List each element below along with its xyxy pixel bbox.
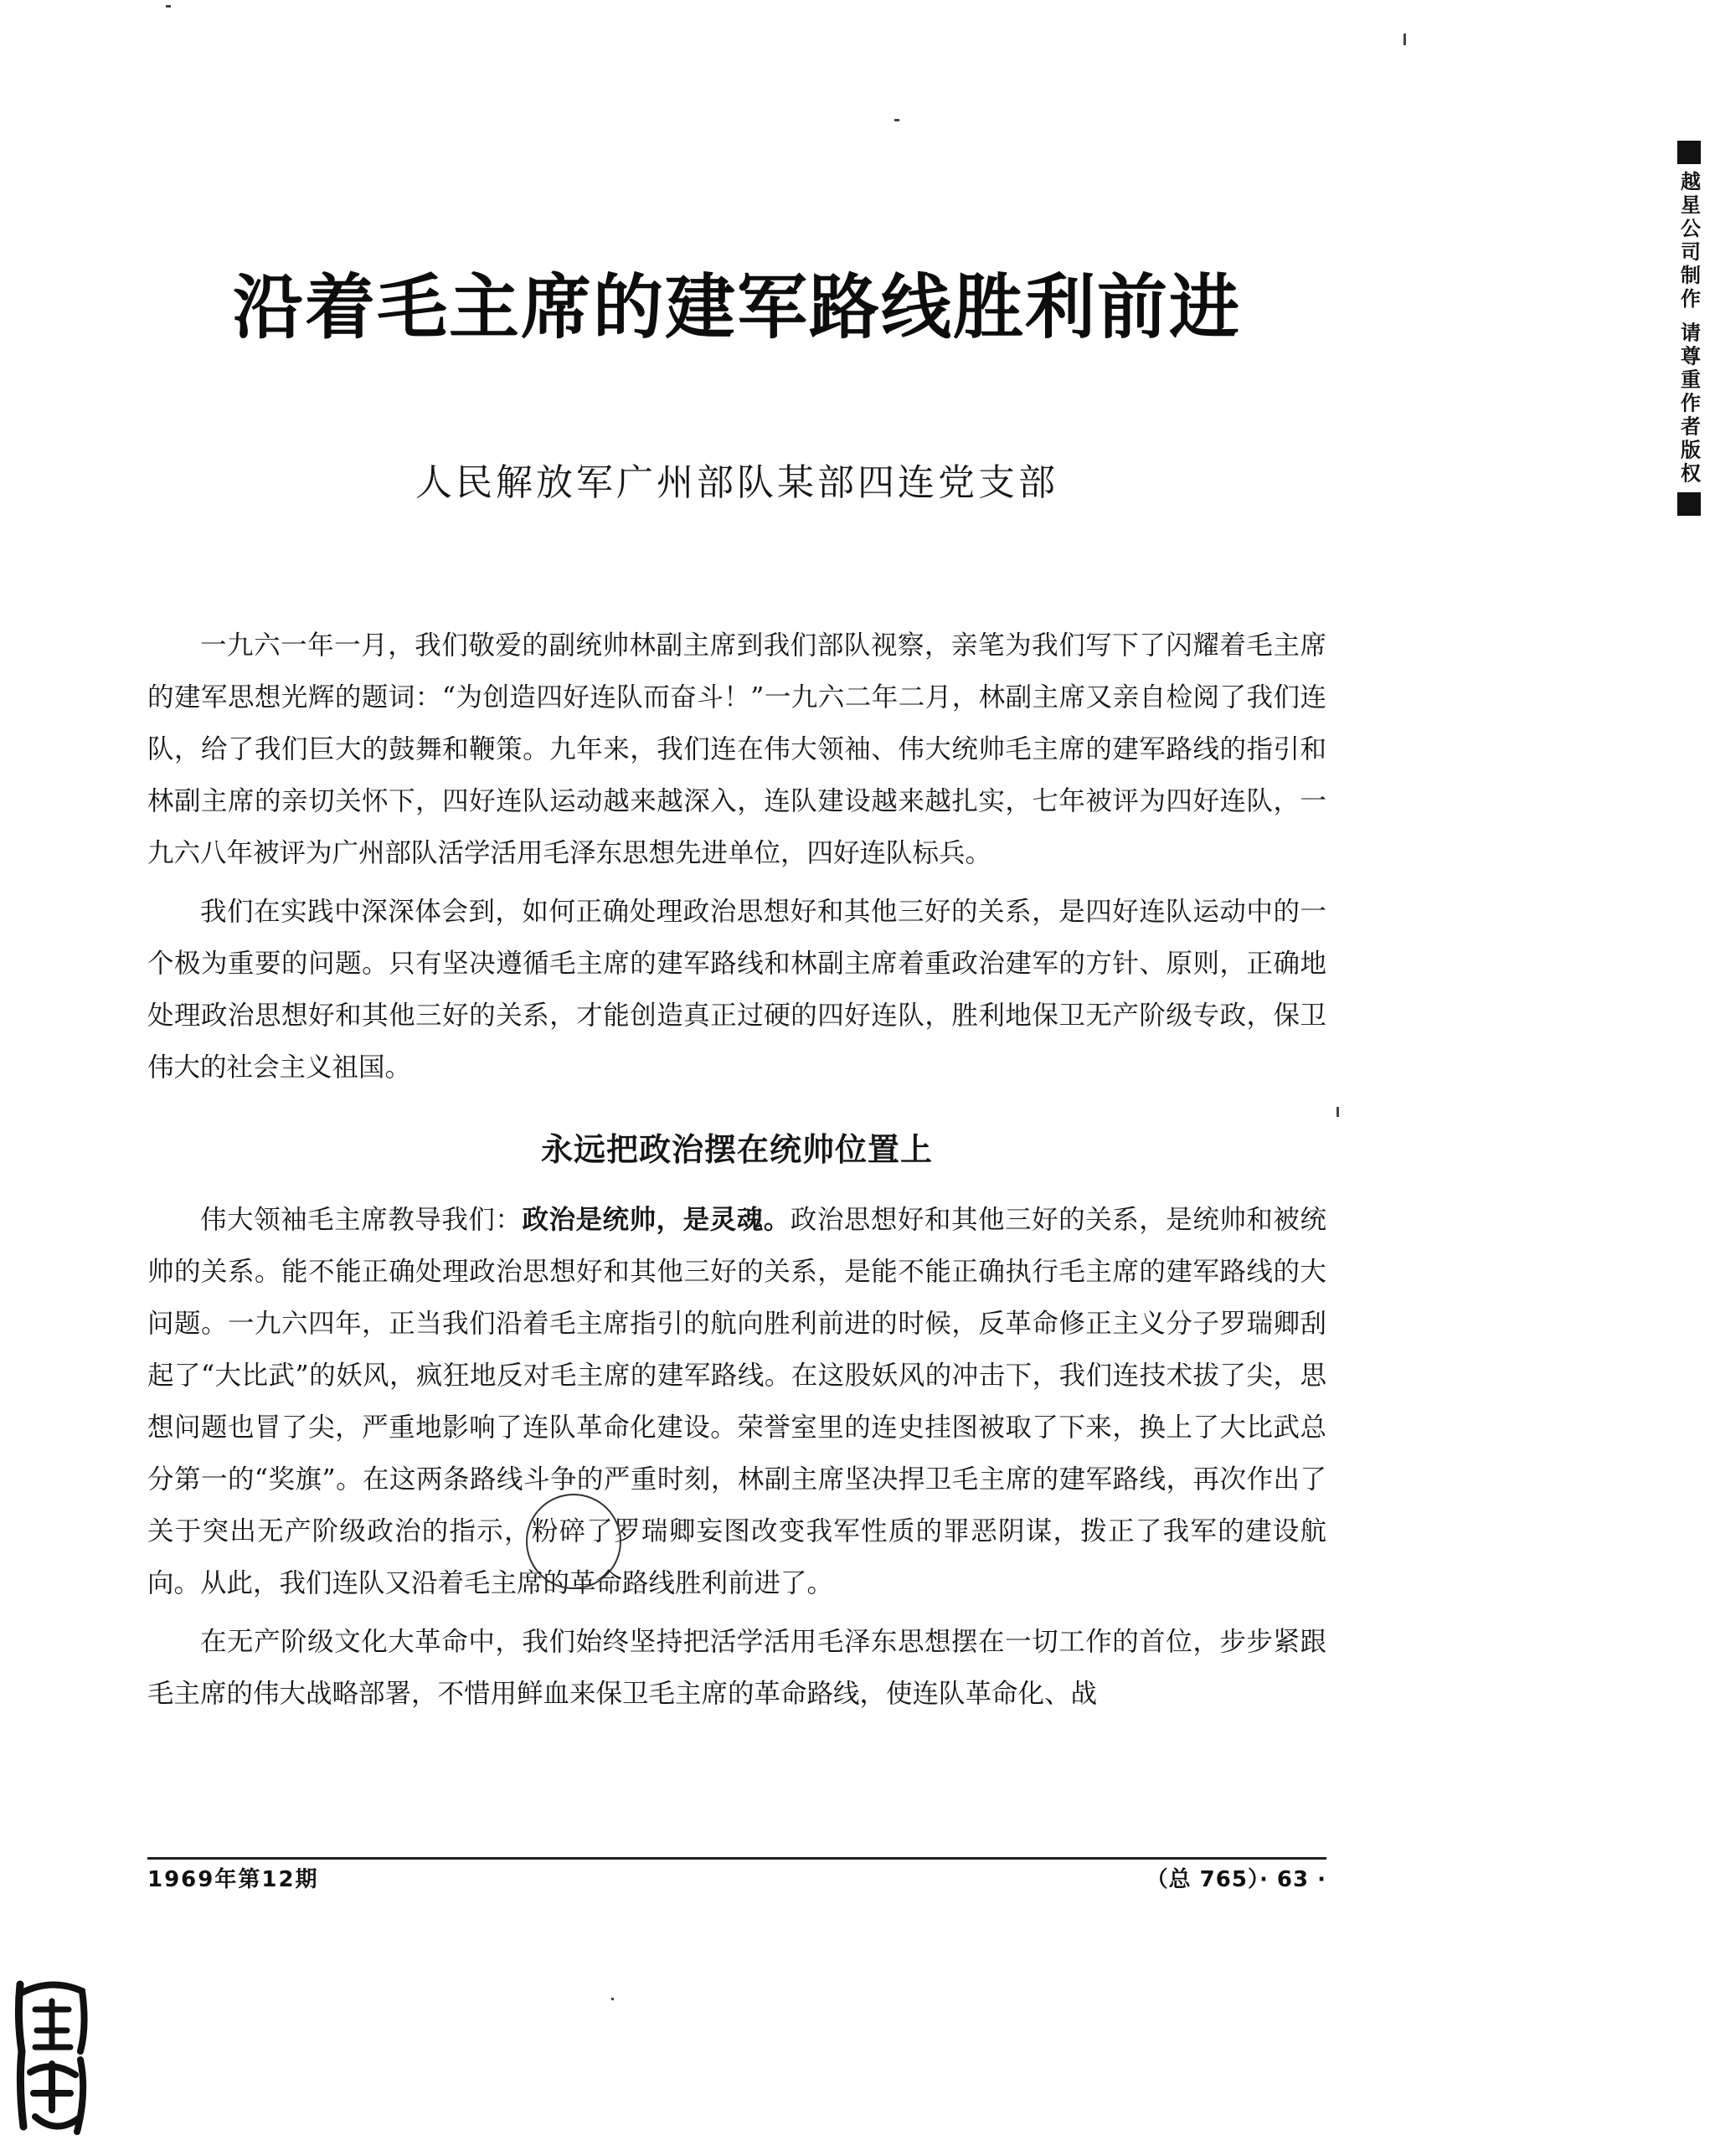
scan-speck (1403, 33, 1406, 45)
scan-speck (1336, 1107, 1339, 1117)
intro-paragraph-1: 一九六一年一月，我们敬爱的副统帅林副主席到我们部队视察，亲笔为我们写下了闪耀着毛主席的建军思想光辉的题词：“为创造四好连队而奋斗！”一九六二年二月，林副主席又亲自检阅了我们连队，给了我们巨大的鼓舞和鞭策。九年来，我们连在伟大领袖、伟大统帅毛主席的建军路线的指引和林副主席的亲切关怀下，四好连队运动越来越深入，连队建设越来越扎实，七年被评为四好连队，一九六八年被评为广州部队活学活用毛泽东思想先进单位，四好连队标兵。 (147, 630, 1326, 868)
section-paragraph-1-text: 政治思想好和其他三好的关系，是统帅和被统帅的关系。能不能正确处理政治思想好和其他三好的关系，是能不能正确执行毛主席的建军路线的大问题。一九六四年，正当我们沿着毛主席指引的航向胜利前进的时候，反革命修正主义分子罗瑞卿刮起了“大比武”的妖风，疯狂地反对毛主席的建军路线。在这股妖风的冲击下，我们连技术拔了尖，思想问题也冒了尖，严重地影响了连队革命化建设。荣誉室里的连史挂图被取了下来，换上了大比武总分第一的“奖旗”。在这两条路线斗争的严重时刻，林副主席坚决捍卫毛主席的建军路线，再次作出了关于突出无产阶级政治的指示，粉碎了罗瑞卿妄图改变我军性质的罪恶阴谋，拨正了我军的建设航向。从此，我们连队又沿着毛主席的革命路线胜利前进了。 (147, 1205, 1326, 1598)
section-heading: 永远把政治摆在统帅位置上 (540, 1131, 933, 1168)
copyright-notice: 越星公司制作 请尊重作者版权 (1676, 171, 1701, 486)
intro-paragraph-2: 我们在实践中深深体会到，如何正确处理政治思想好和其他三好的关系，是四好连队运动中的一个极为重要的问题。只有坚决遵循毛主席的建军路线和林副主席着重政治建军的方针、原则，正确地处理政治思想好和其他三好的关系，才能创造真正过硬的四好连队，胜利地保卫无产阶级专政，保卫伟大的社会主义祖国。 (147, 897, 1326, 1083)
seal-stamp-icon (10, 1968, 94, 2143)
scan-speck (611, 1998, 614, 2000)
article-byline: 人民解放军广州部队某部四连党支部 (415, 461, 1058, 504)
copyright-side-strip (1675, 141, 1703, 516)
issue-label: 1969年第12期 (147, 1867, 319, 1892)
article-title: 沿着毛主席的建军路线胜利前进 (232, 265, 1241, 348)
strip-top-marker (1677, 141, 1701, 164)
scan-speck (894, 119, 899, 121)
article-body (147, 620, 1326, 1726)
section-paragraph-2: 在无产阶级文化大革命中，我们始终坚持把活学活用毛泽东思想摆在一切工作的首位，步步紧跟毛主席的伟大战略部署，不惜用鲜血来保卫毛主席的革命路线，使连队革命化、战 (147, 1627, 1326, 1709)
scan-speck (166, 5, 171, 8)
footer-rule (147, 1857, 1326, 1860)
page-number: （总 765）· 63 · (1146, 1867, 1326, 1892)
quote-lead: 伟大领袖毛主席教导我们： (200, 1205, 523, 1235)
strip-bottom-marker (1677, 492, 1701, 516)
emphasized-quote: 政治是统帅，是灵魂。 (522, 1204, 791, 1235)
handwritten-circle-mark (526, 1494, 621, 1589)
section-paragraph-1 (147, 1194, 1326, 1609)
